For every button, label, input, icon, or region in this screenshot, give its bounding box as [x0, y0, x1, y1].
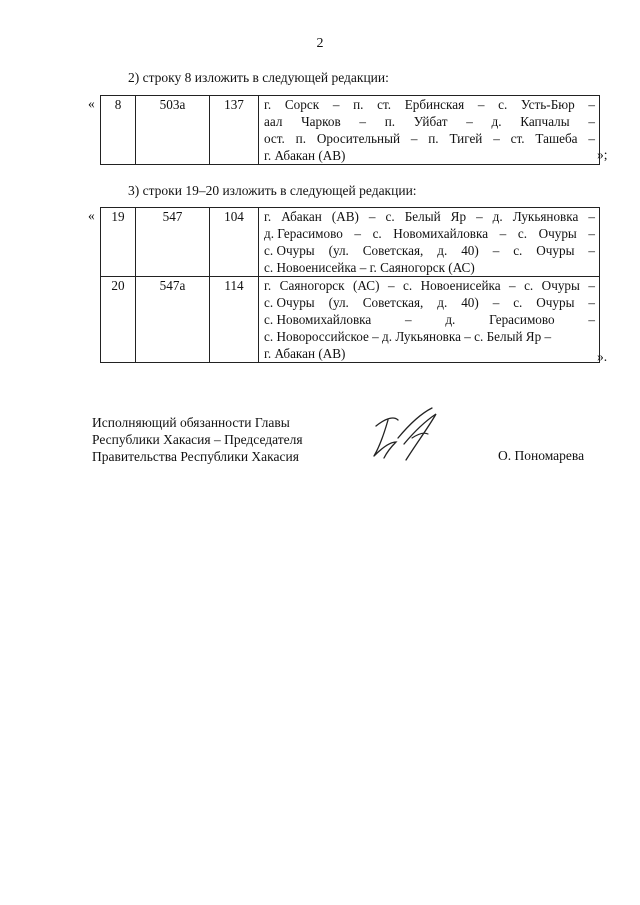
route-path-word: Советская, [362, 295, 424, 310]
signer-position [92, 414, 303, 465]
route-path-line [264, 225, 595, 242]
handwritten-signature [368, 404, 458, 464]
route-path-word: п. [428, 131, 439, 146]
route-path-word: Ташеба [535, 131, 578, 146]
route-path-word: д. [492, 209, 503, 224]
route-path-word: – [410, 131, 418, 146]
signer-position-line: Исполняющий обязанности Главы [92, 415, 290, 430]
page-number: 2 [316, 36, 324, 51]
route-path-word: 40) [461, 295, 479, 310]
table-row [101, 208, 600, 277]
route-path-word: с. [513, 243, 523, 258]
route-path-word: д. [437, 243, 448, 258]
route-path-word: – [387, 278, 395, 293]
route-path-word: Уйбат [413, 114, 448, 129]
route-path-word: с. Очуры [264, 243, 315, 258]
route-path-word: Очуры [536, 243, 575, 258]
route-path-word: п. [353, 97, 364, 112]
route-path-word: – [368, 209, 376, 224]
route-path-word: Усть-Бюр [520, 97, 575, 112]
item-2-quote-close: »; [597, 147, 608, 162]
route-path-word: ст. [510, 131, 525, 146]
route-path-word: – [588, 97, 595, 112]
route-path-word: – [588, 209, 595, 224]
route-path-word: Чарков [301, 114, 341, 129]
route-path-word: д. [445, 312, 456, 327]
route-path-word: (АВ) [331, 209, 359, 224]
route-path-line [264, 277, 595, 294]
route-path-line [264, 345, 595, 362]
register-number-cell: 114 [210, 277, 259, 363]
route-path-cell [259, 96, 600, 165]
route-path-word: – [354, 226, 361, 241]
route-path-line [264, 294, 595, 311]
route-path-word: ост. [264, 131, 285, 146]
route-path-line [264, 208, 595, 225]
route-path-word: с. [372, 226, 382, 241]
route-path-word: Саяногорск [279, 278, 345, 293]
row-number-cell: 8 [101, 96, 136, 165]
route-path-word: Ербинская [404, 97, 465, 112]
route-path-word: с. [517, 226, 527, 241]
route-path-word: с. [524, 278, 534, 293]
route-path-cell [259, 208, 600, 277]
route-path-word: – [476, 209, 483, 224]
route-path-word: г. Абакан (АВ) [264, 148, 346, 163]
route-path-word: с. Очуры [264, 295, 315, 310]
route-path-word: д. [491, 114, 502, 129]
row-number-cell: 19 [101, 208, 136, 277]
route-path-word: Новомихайловка [393, 226, 489, 241]
row-number-cell: 20 [101, 277, 136, 363]
route-path-word: Герасимово [489, 312, 555, 327]
item-3-quote-open: « [88, 208, 95, 223]
route-path-line [264, 147, 595, 164]
route-path-word: – [492, 243, 500, 258]
route-number-cell: 547а [136, 277, 210, 363]
route-path-word: Лукьяновка [512, 209, 579, 224]
route-path-word: Сорск [284, 97, 320, 112]
route-number-cell: 503а [136, 96, 210, 165]
route-path-word: с. [498, 97, 508, 112]
route-path-word: – [359, 114, 366, 129]
table-row [101, 96, 600, 165]
route-path-word: с. Новомихайловка [264, 312, 372, 327]
route-path-word: Очуры [541, 278, 580, 293]
route-path-line [264, 259, 595, 276]
route-path-word: аал [264, 114, 283, 129]
route-path-word: – [588, 114, 595, 129]
route-path-word: – [588, 131, 595, 146]
item-3-table [100, 207, 600, 363]
route-path-line [264, 113, 595, 130]
item-2-quote-open: « [88, 96, 95, 111]
route-path-line [264, 96, 595, 113]
route-path-word: с. Новороссийское – д. Лукьяновка – с. Белый Яр – [264, 329, 552, 344]
route-path-word: г. [264, 278, 272, 293]
route-path-word: Белый [404, 209, 441, 224]
route-path-line [264, 328, 595, 345]
route-path-word: – [492, 295, 500, 310]
route-path-word: Оросительный [316, 131, 400, 146]
signer-position-line: Правительства Республики Хакасия [92, 449, 299, 464]
route-path-word: Абакан [281, 209, 322, 224]
route-number-cell: 547 [136, 208, 210, 277]
route-path-word: – [509, 278, 516, 293]
route-path-line [264, 311, 595, 328]
route-path-word: (ул. [328, 295, 349, 310]
route-path-word: – [588, 312, 595, 327]
route-path-word: Очуры [536, 295, 575, 310]
route-path-word: п. [295, 131, 307, 146]
route-path-word: д. [437, 295, 448, 310]
route-path-word: (АС) [353, 278, 380, 293]
route-path-word: Советская, [362, 243, 424, 258]
register-number-cell: 104 [210, 208, 259, 277]
route-path-word: 40) [461, 243, 479, 258]
route-path-word: – [588, 226, 595, 241]
route-path-word: Капчалы [520, 114, 570, 129]
item-3-quote-close: ». [597, 349, 608, 364]
route-path-word: – [588, 295, 595, 310]
item-3-text: 3) строки 19–20 изложить в следующей редакции: [128, 183, 417, 198]
route-path-word: г. [264, 209, 272, 224]
route-path-word: Яр [450, 209, 467, 224]
route-path-word: Новоенисейка [420, 278, 501, 293]
route-path-word: ст. [377, 97, 392, 112]
route-path-word: д. Герасимово [264, 226, 343, 241]
route-path-line [264, 242, 595, 259]
route-path-word: – [493, 131, 500, 146]
item-2-table [100, 95, 600, 165]
item-2-text: 2) строку 8 изложить в следующей редакции: [128, 70, 389, 85]
route-path-word: Очуры [538, 226, 577, 241]
route-path-word: г. Абакан (АВ) [264, 346, 346, 361]
route-path-cell [259, 277, 600, 363]
register-number-cell: 137 [210, 96, 259, 165]
route-path-word: – [477, 97, 485, 112]
route-path-word: (ул. [328, 243, 349, 258]
route-path-word: – [588, 278, 595, 293]
table-row [101, 277, 600, 363]
route-path-word: п. [384, 114, 396, 129]
route-path-word: с. [385, 209, 395, 224]
route-path-word: с. [402, 278, 413, 293]
route-path-word: с. Новоенисейка – г. Саяногорск (АС) [264, 260, 475, 275]
route-path-word: – [466, 114, 473, 129]
route-path-word: – [588, 243, 595, 258]
route-path-line [264, 130, 595, 147]
route-path-word: с. [513, 295, 523, 310]
route-path-word: – [499, 226, 507, 241]
route-path-word: г. [264, 97, 272, 112]
route-path-word: Тигей [449, 131, 483, 146]
signee-name: О. Пономарева [498, 448, 585, 463]
route-path-word: – [332, 97, 340, 112]
signer-position-line: Республики Хакасия – Председателя [92, 432, 303, 447]
route-path-word: – [405, 312, 412, 327]
